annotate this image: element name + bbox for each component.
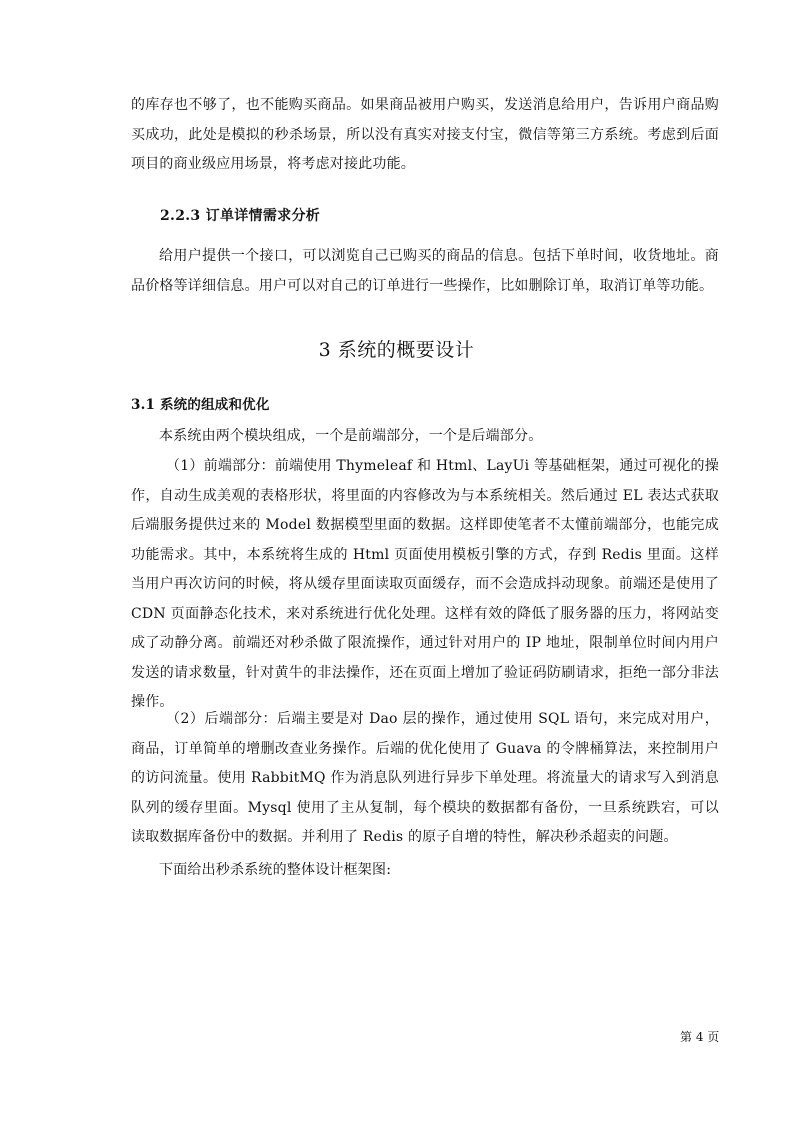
paragraph-inventory: 的库存也不够了，也不能购买商品。如果商品被用户购买，发送消息给用户，告诉用户商品购买成功，此处是模拟的秒杀场景，所以没有真实对接支付宝，微信等第三方系统。考虑到后面项目的商业级应用场景，将考虑对接此功能。 [131,97,719,172]
paragraph-system-overview: 本系统由两个模块组成，一个是前端部分，一个是后端部分。 [159,428,543,444]
paragraph-frontend: （1）前端部分：前端使用 Thymeleaf 和 Html、LayUi 等基础框架，通过可视化的操作，自动生成美观的表格形状，将里面的内容修改为与本系统相关。然后通过 EL 表达式获取后端服务提供过来的 Model 数据模型里面的数据。这样即使笔者不太懂前端部分，也能完成功能需求。其中，本系统将生成的 Html 页面使用模板引擎的方式，存到 Redis 里面。这样当用户再次访问的时候，将从缓存里面读取页面缓存，而不会造成抖动现象。前端还是使用了 CDN 页面静态化技术，来对系统进行优化处理。这样有效的降低了服务器的压力，将网站变成了动静分离。前端还对秒杀做了限流操作，通过针对用户的 IP 地址，限制单位时间内用户发送的请求数量，针对黄牛的非法操作，还在页面上增加了验证码防刷请求，拒绝一部分非法操作。 [131,458,719,710]
paragraph-backend: （2）后端部分：后端主要是对 Dao 层的操作，通过使用 SQL 语句，来完成对用户，商品，订单简单的增删改查业务操作。后端的优化使用了 Guava 的令牌桶算法，来控制用户的访问流量。使用 RabbitMQ 作为消息队列进行异步下单处理。将流量大的请求写入到消息队列的缓存里面。Mysql 使用了主从复制，每个模块的数据都有备份，一旦系统跌宕，可以读取数据库备份中的数据。并利用了 Redis 的原子自增的特性，解决秒杀超卖的问题。 [131,711,719,845]
chapter-heading: 3 系统的概要设计 [318,339,475,361]
page-number: 第 4 页 [680,1030,720,1044]
section-heading: 3.1 系统的组成和优化 [131,397,270,413]
subsection-heading-order-details: 2.2.3 订单详情需求分析 [160,208,321,224]
paragraph-order-details: 给用户提供一个接口，可以浏览自己已购买的商品的信息。包括下单时间，收货地址。商品价格等详细信息。用户可以对自己的订单进行一些操作，比如删除订单，取消订单等功能。 [131,248,719,294]
paragraph-framework-intro: 下面给出秒杀系统的整体设计框架图: [159,862,392,878]
